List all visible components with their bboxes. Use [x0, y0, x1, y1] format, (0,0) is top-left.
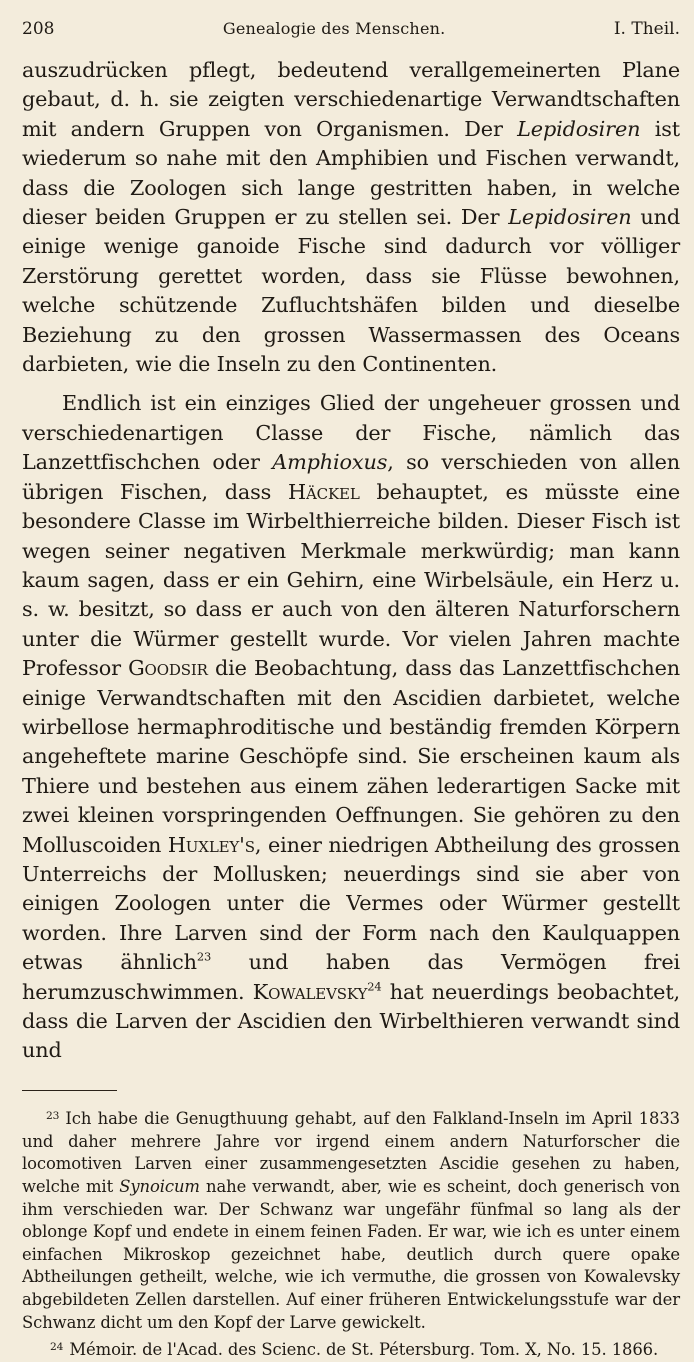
name-kowalevsky: Kowalevsky — [252, 979, 368, 1004]
footnote-ref-24[interactable]: 24 — [367, 979, 382, 994]
paragraph-2-text-c: behauptet, es müsste eine besondere Classe im Wirbelthierreiche bilden. Dieser Fisch ist wegen seiner negativen Merkmale merkwürdig; man kann kaum sagen, dass er ein Gehirn, eine Wirbelsäule, ein Herz u. s. w. besitzt, so dass er auch von den älteren Naturforschern unter die Würmer gestellt wurde. Vor vielen Jahren machte Professor — [22, 479, 681, 681]
footnote-number: 23 — [46, 1109, 60, 1123]
footnote-23-text-a: Ich habe die Genugthuung gehabt, auf den Falkland-Inseln im April 1833 und daher mehrere Jahre vor irgend einem andern Naturforscher die locomotiven Larven einer zusammengesetzten Ascidie gesehen zu haben, welche mit — [22, 1109, 680, 1196]
paragraph-2-text-b: , so verschieden von allen übrigen Fischen, dass — [22, 450, 680, 504]
footnote-23-text-b: nahe verwandt, aber, wie es scheint, doch generisch von ihm verschieden war. Der Schwanz war ungefähr fünfmal so lang als der oblonge Kopf und endete in einem feinen Faden. Er war, wie ich es unter einem einfachen Mikroskop gezeichnet habe, deutlich durch quere opake Abtheilungen getheilt, welche, wie ich vermuthe, die grossen von Kowalevsky abgebildeten Zellen darstellen. Auf einer früheren Entwickelungsstufe war der Schwanz dicht um den Kopf der Larve gewickelt. — [22, 1176, 680, 1332]
italic-amphioxus: Amphioxus — [272, 450, 388, 475]
page-number: 208 — [22, 19, 55, 39]
paragraph-2-text-g: hat neuerdings beobachtet, dass die Larven der Ascidien den Wirbelthieren verwandt sind und — [22, 979, 680, 1063]
paragraph-2-text-a: Endlich ist ein einziges Glied der ungeheuer grossen und verschiedenartigen Classe der Fische, nämlich das Lanzettfischchen oder — [22, 391, 680, 475]
part-label: I. Theil. — [613, 19, 680, 39]
paragraph-2-text-d: die Beobachtung, dass das Lanzettfischchen einige Verwandtschaften mit den Ascidien darbietet, welche wirbellose hermaphroditische und beständig fremden Körpern angeheftete marine Geschöpfe sind. Sie erscheinen kaum als Thiere und bestehen aus einem zähen lederartigen Sacke mit zwei kleinen vorspringenden Oeffnungen. Sie gehören zu den Molluscoiden — [22, 656, 680, 857]
running-title: Genealogie des Menschen. — [222, 19, 446, 38]
footnote-23 — [22, 1105, 680, 1334]
footnote-ref-23[interactable]: 23 — [196, 949, 212, 964]
italic-lepidosiren: Lepidosiren — [508, 205, 632, 230]
paragraph-1-text-c: und einige wenige ganoide Fische sind dadurch vor völliger Zerstörung gerettet worden, dass sie Flüsse bewohnen, welche schützende Zufluchtshäfen bilden und dieselbe Beziehung zu den grossen Wassermassen des Oceans darbieten, wie die Inseln zu den Continenten. — [22, 205, 681, 377]
name-haeckel: Häckel — [287, 479, 360, 504]
italic-lepidosiren: Lepidosiren — [517, 116, 641, 141]
paragraph-2-text-f: und haben das Vermögen frei herumzuschwimmen. — [22, 950, 681, 1004]
footnote-separator — [22, 1090, 117, 1092]
paragraph-1-text-b: ist wiederum so nahe mit den Amphibien und Fischen verwandt, dass die Zoologen sich lange gestritten haben, in welche dieser beiden Gruppen er zu stellen sei. Der — [22, 116, 680, 230]
paragraph-1 — [22, 56, 680, 379]
paragraph-2-text-e: , einer niedrigen Abtheilung des grossen Unterreichs der Mollusken; neuerdings sind sie aber von einigen Zoologen unter die Vermes oder Würmer gestellt worden. Ihre Larven sind der Form nach den Kaulquappen etwas ähnlich — [22, 832, 680, 975]
paragraph-1-text-a: auszudrücken pflegt, bedeutend verallgemeinerten Plane gebaut, d. h. sie zeigten verschiedenartige Verwandtschaften mit andern Gruppen von Organismen. Der — [22, 58, 680, 141]
italic-synoicum: Synoicum — [119, 1176, 200, 1196]
footnote-24-text: Mémoir. de l'Acad. des Scienc. de St. Pétersburg. Tom. X, No. 15. 1866. — [69, 1339, 659, 1359]
name-huxley: Huxley's — [167, 832, 255, 857]
paragraph-2 — [22, 389, 680, 1065]
name-goodsir: Goodsir — [128, 656, 208, 681]
footnote-number: 24 — [50, 1340, 64, 1354]
footnote-24 — [22, 1336, 680, 1361]
page-header — [22, 18, 680, 40]
